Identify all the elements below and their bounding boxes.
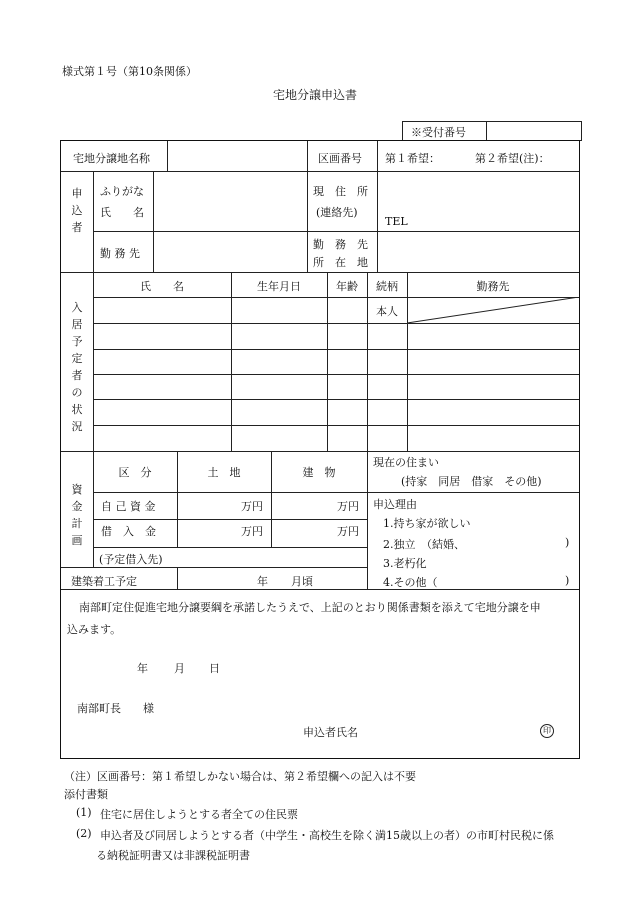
loan-building-unit: 万円 — [337, 525, 359, 538]
application-form — [60, 140, 580, 759]
reason-label: 申込理由 — [373, 498, 417, 511]
construction-year-label: 年 — [257, 575, 268, 588]
loan-label: 借 入 金 — [101, 525, 156, 538]
construction-start-label: 建築着工予定 — [71, 575, 137, 588]
address-label: 現 住 所 — [313, 185, 368, 198]
residents-header-birth: 生年月日 — [257, 280, 301, 293]
own-funds-land-unit: 万円 — [241, 500, 263, 513]
funding-section-label: 資金計画 — [71, 483, 83, 547]
lot-number-label: 区画番号 — [318, 152, 362, 165]
funding-header-category: 区 分 — [118, 466, 152, 479]
lender-label: (予定借入先) — [99, 553, 163, 566]
applicant-name-label: 氏 名 — [100, 206, 144, 219]
reason-item-2-close: ) — [565, 536, 570, 549]
reason-item-4-close: ) — [565, 574, 570, 587]
construction-month-label: 月頃 — [291, 575, 313, 588]
first-choice-label: 第１希望： — [385, 152, 440, 165]
workplace-label: 勤 務 先 — [100, 247, 140, 260]
loan-land-unit: 万円 — [241, 525, 263, 538]
form-number: 様式第１号（第10条関係） — [62, 65, 197, 78]
attachments-heading: 添付書類 — [64, 788, 108, 801]
furigana-label: ふりがな — [100, 185, 144, 198]
tel-label: TEL — [385, 215, 408, 228]
attachment-2-text: 申込者及び同居しようとする者（中学生・高校生を除く満15歳以上の者）の市町村民税に係 — [100, 829, 554, 842]
resident-self-label: 本人 — [376, 305, 398, 318]
site-name-label: 宅地分譲地名称 — [73, 152, 150, 165]
residents-header-relation: 続柄 — [376, 280, 398, 293]
attachment-1-text: 住宅に居住しようとする者全ての住民票 — [100, 808, 298, 821]
declaration-line-2: 込みます。 — [67, 623, 122, 636]
residents-section-label: 入居予定者の状況 — [71, 301, 83, 433]
page-title: 宅地分譲申込書 — [272, 88, 357, 102]
reason-item-2: 2.独立 （結婚、 — [383, 538, 465, 551]
reason-item-4: 4.その他（ — [383, 576, 438, 589]
attachment-2-text-cont: る納税証明書又は非課税証明書 — [96, 849, 250, 862]
date-year-label: 年 — [137, 662, 148, 675]
current-residence-label: 現在の住まい — [373, 456, 439, 469]
note-lot-number: （注）区画番号：第１希望しかない場合は、第２希望欄への記入は不要 — [64, 770, 416, 783]
current-residence-options: (持家 同居 借家 その他) — [401, 475, 542, 488]
addressee: 南部町長 様 — [77, 702, 154, 715]
applicant-signature-label: 申込者氏名 — [303, 726, 358, 739]
funding-header-land: 土 地 — [207, 466, 241, 479]
seal-mark-icon: 印 — [540, 724, 554, 738]
reason-item-1: 1.持ち家が欲しい — [383, 517, 471, 530]
residents-header-work: 勤務先 — [476, 280, 510, 293]
contact-label: (連絡先) — [316, 206, 358, 219]
work-address-label-2: 所 在 地 — [313, 256, 368, 269]
reason-item-3: 3.老朽化 — [383, 557, 427, 570]
own-funds-building-unit: 万円 — [337, 500, 359, 513]
attachment-1-num: (1) — [76, 806, 92, 819]
own-funds-label: 自 己 資 金 — [101, 500, 156, 513]
residents-header-age: 年齢 — [336, 280, 358, 293]
applicant-section-label: 申込者 — [71, 187, 83, 234]
declaration-line-1: 南部町定住促進宅地分譲要綱を承諾したうえで、上記のとおり関係書類を添えて宅地分譲を申 — [79, 601, 541, 614]
second-choice-label: 第２希望(注)： — [475, 152, 550, 165]
residents-header-name: 氏 名 — [140, 280, 184, 293]
resident-self-work-strike — [407, 297, 579, 323]
funding-header-building: 建 物 — [302, 466, 336, 479]
receipt-number-label: ※受付番号 — [411, 126, 466, 139]
date-month-label: 月 — [174, 662, 185, 675]
attachment-2-num: (2) — [76, 827, 92, 840]
work-address-label-1: 勤 務 先 — [313, 238, 368, 251]
date-day-label: 日 — [209, 662, 220, 675]
